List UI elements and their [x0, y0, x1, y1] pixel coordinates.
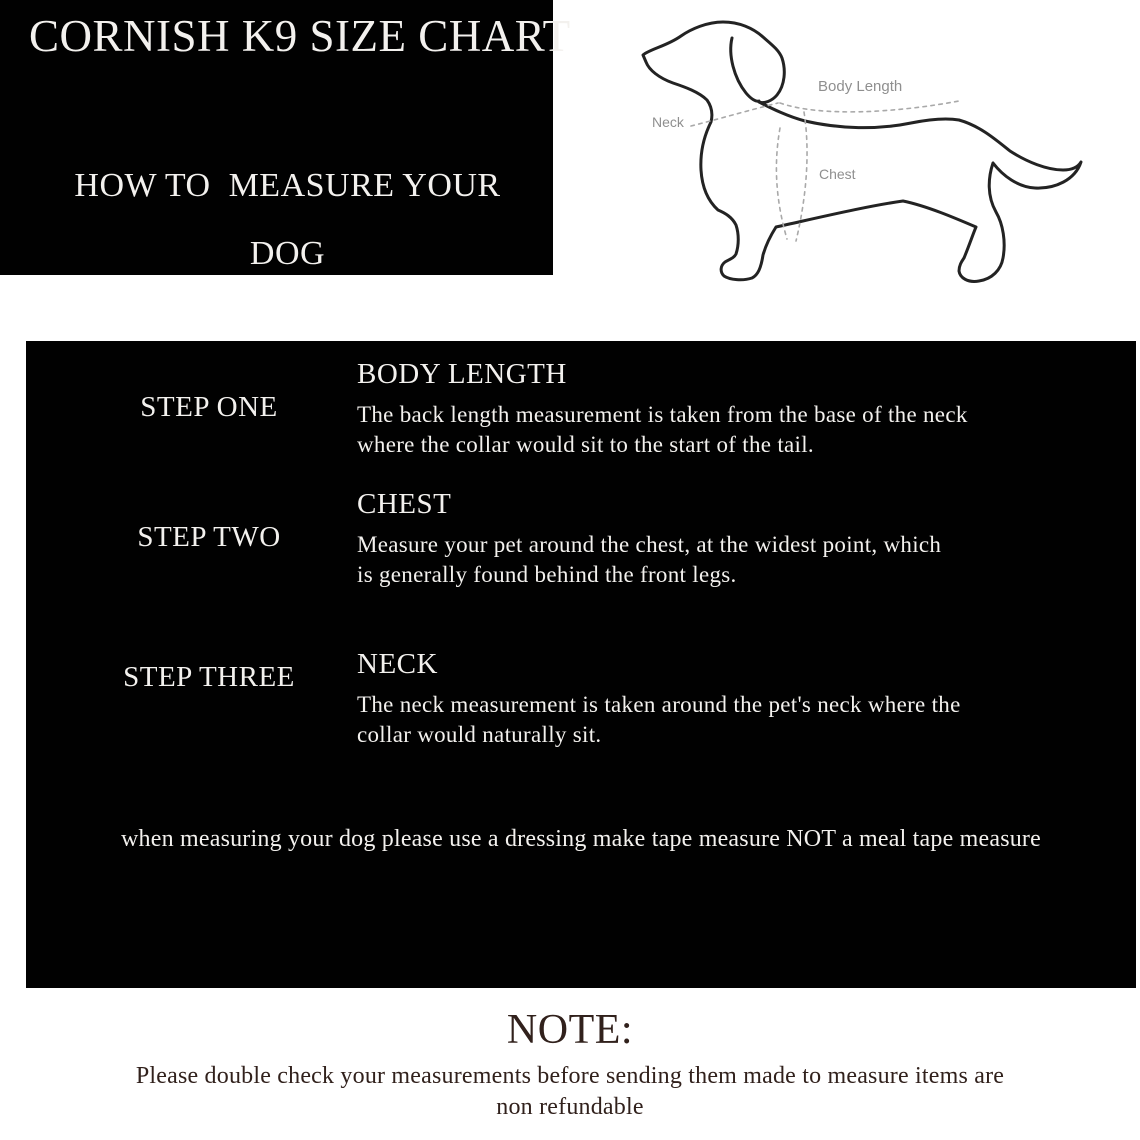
- step-three-heading: NECK: [357, 648, 438, 680]
- disclaimer-line-2: non refundable: [496, 1094, 644, 1120]
- step-two-description-line-1: Measure your pet around the chest, at the widest point, which: [357, 532, 942, 557]
- step-two-label: STEP TWO: [137, 521, 281, 553]
- step-one-description-line-1: The back length measurement is taken from the base of the neck: [357, 402, 968, 427]
- size-chart-title: CORNISH K9 SIZE CHART: [29, 11, 571, 61]
- step-two-description-line-2: is generally found behind the front legs.: [357, 562, 737, 587]
- dog-measurement-diagram: [555, 0, 1140, 322]
- chest-label: Chest: [819, 166, 856, 182]
- subtitle-line-2: DOG: [249, 235, 326, 272]
- step-three-content: [357, 646, 1097, 750]
- steps-panel: [26, 341, 1136, 988]
- note-disclaimer: [0, 1061, 1140, 1123]
- note-heading: NOTE:: [506, 1007, 634, 1053]
- neck-label: Neck: [652, 114, 684, 130]
- step-three-description-line-1: The neck measurement is taken around the pet's neck where the: [357, 692, 961, 717]
- footer-note: [0, 1005, 1140, 1123]
- body-length-label: Body Length: [818, 78, 903, 95]
- step-three-label: STEP THREE: [123, 661, 295, 693]
- header-banner: [0, 0, 571, 275]
- dog-outline: [643, 22, 1081, 281]
- how-to-measure-subtitle: [0, 152, 553, 288]
- disclaimer-line-1: Please double check your measurements before sending them made to measure items are: [135, 1063, 1005, 1089]
- tape-measure-note: when measuring your dog please use a dressing make tape measure NOT a meal tape measure: [121, 826, 1041, 852]
- step-one-label: STEP ONE: [140, 391, 278, 423]
- step-three-description-line-2: collar would naturally sit.: [357, 722, 602, 747]
- subtitle-line-1: HOW TO MEASURE YOUR: [74, 167, 501, 204]
- step-one-content: [357, 356, 1097, 460]
- step-one-heading: BODY LENGTH: [357, 358, 567, 390]
- step-two-heading: CHEST: [357, 488, 452, 520]
- body-length-measure-line: [780, 101, 959, 112]
- step-one-description-line-2: where the collar would sit to the start of the tail.: [357, 432, 814, 457]
- step-two-content: [357, 486, 1097, 590]
